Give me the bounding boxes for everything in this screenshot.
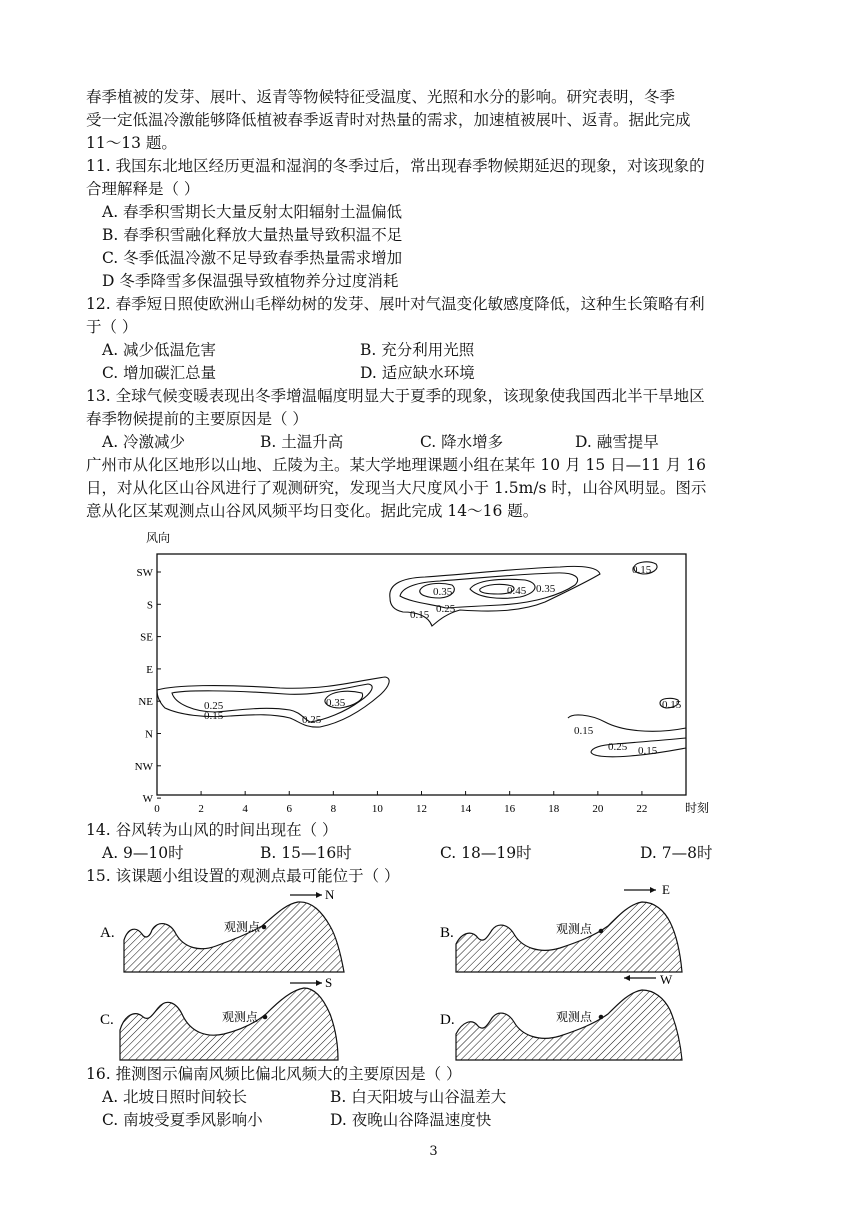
q14-stem: 14. 谷风转为山风的时间出现在（ ） [86,821,338,839]
svg-text:C.: C. [100,1012,114,1028]
q11-option-a: A. 春季积雪期长大量反射太阳辐射土温偏低 [102,203,403,221]
q11-option-b: B. 春季积雪融化释放大量热量导致积温不足 [102,226,403,244]
q16-stem: 16. 推测图示偏南风频比偏北风频大的主要原因是（ ） [86,1065,462,1083]
option-b-terrain [440,882,682,972]
contour-value-label: 0.15 [662,699,682,711]
y-tick-label: N [145,728,153,741]
contour-value-label: 0.15 [204,710,224,722]
q13-stem-line2: 春季物候提前的主要原因是（ ） [86,410,308,428]
q13-option-b: B. 土温升高 [260,433,344,451]
intro2-line1: 广州市从化区地形以山地、丘陵为主。某大学地理课题小组在某年 10 月 15 日—11 月 16 [86,456,706,474]
svg-text:观测点: 观测点 [222,1010,259,1024]
q12-option-c: C. 增加碳汇总量 [102,364,217,382]
svg-text:D.: D. [440,1012,455,1028]
contour-015-northeast [157,677,389,727]
q13-option-d: D. 融雪提早 [575,433,659,451]
q16-option-d: D. 夜晚山谷降温速度快 [330,1111,492,1129]
svg-text:W: W [660,972,673,987]
q11-stem-line1: 11. 我国东北地区经历更温和湿润的冬季过后，常出现春季物候期延迟的现象，对该现象的 [86,157,705,175]
option-c-terrain [100,975,338,1060]
svg-text:N: N [325,887,335,902]
q11-option-d: D 冬季降雪多保温强导致植物养分过度消耗 [102,272,399,290]
y-tick-label: NW [134,760,153,773]
svg-text:A.: A. [100,925,115,941]
option-d-terrain [440,972,682,1060]
x-tick-label: 22 [636,803,648,815]
contour-lines [157,562,686,757]
q13-option-a: A. 冷激减少 [102,433,186,451]
q12-option-a: A. 减少低温危害 [102,341,217,359]
y-tick-label: S [146,599,153,612]
contour-value-label: 0.15 [632,564,652,576]
intro1-line2: 受一定低温冷激能够降低植被春季返青时对热量的需求，加速植被展叶、返青。据此完成 [86,111,691,129]
y-axis-label: 风向 [146,531,171,545]
q16-option-b: B. 白天阳坡与山谷温差大 [330,1088,507,1106]
x-tick-label: 6 [286,803,292,815]
intro1-line3: 11～13 题。 [86,134,177,152]
x-tick-label: 4 [242,803,248,815]
x-axis-label: 时刻 [685,801,710,815]
x-tick-label: 20 [592,803,604,815]
contour-value-label: 0.25 [436,603,456,615]
x-tick-label: 18 [548,803,560,815]
page-number: 3 [429,1144,438,1159]
svg-text:B.: B. [440,925,454,941]
svg-text:观测点: 观测点 [556,922,593,936]
y-tick-label: SE [140,631,153,644]
x-tick-label: 12 [416,803,427,815]
y-tick-label: NE [138,696,153,709]
x-tick-label: 0 [154,803,160,815]
plot-frame [157,554,686,795]
q11-stem-line2: 合理解释是（ ） [86,180,200,198]
x-tick-label: 8 [330,803,337,815]
q16-option-a: A. 北坡日照时间较长 [102,1088,248,1106]
contour-value-label: 0.25 [302,714,322,726]
q12-stem-line2: 于（ ） [86,318,138,336]
q13-option-c: C. 降水增多 [420,433,504,451]
contour-value-label: 0.45 [507,585,527,597]
q14-option-a: A. 9—10时 [102,844,184,862]
y-tick-label: W [142,793,153,806]
option-a-terrain [100,887,344,972]
contour-value-label: 0.35 [536,583,556,595]
q15-stem: 15. 该课题小组设置的观测点最可能位于（ ） [86,867,400,885]
contour-labels [204,564,682,757]
intro2-line2: 日，对从化区山谷风进行了观测研究，发现当大尺度风小于 1.5m/s 时，山谷风明显。图示 [86,479,707,497]
x-tick-label: 14 [460,803,472,815]
svg-text:E: E [662,882,670,897]
q16-option-c: C. 南坡受夏季风影响小 [102,1111,263,1129]
contour-value-label: 0.15 [410,609,430,621]
contour-value-label: 0.15 [574,725,594,737]
svg-text:观测点: 观测点 [556,1010,593,1024]
q14-option-c: C. 18—19时 [440,844,532,862]
y-tick-label: E [146,663,153,676]
intro2-line3: 意从化区某观测点山谷风风频平均日变化。据此完成 14～16 题。 [86,502,539,520]
q12-option-d: D. 适应缺水环境 [360,364,475,382]
svg-text:S: S [325,975,333,990]
q14-option-b: B. 15—16时 [260,844,352,862]
contour-value-label: 0.15 [638,745,658,757]
intro1-line1: 春季植被的发芽、展叶、返青等物候特征受温度、光照和水分的影响。研究表明，冬季 [86,88,676,106]
x-tick-label: 16 [504,803,516,815]
q13-stem-line1: 13. 全球气候变暖表现出冬季增温幅度明显大于夏季的现象，该现象使我国西北半干旱地区 [86,387,705,405]
q15-terrain-options [0,880,867,1070]
x-tick-label: 10 [371,803,383,815]
y-tick-label: SW [136,567,153,579]
x-tick-label: 2 [198,803,204,815]
q11-option-c: C. 冬季低温冷激不足导致春季热量需求增加 [102,249,403,267]
contour-value-label: 0.25 [204,700,224,712]
q14-option-d: D. 7—8时 [640,844,713,862]
q12-stem-line1: 12. 春季短日照使欧洲山毛榉幼树的发芽、展叶对气温变化敏感度降低，这种生长策略有利 [86,295,705,313]
contour-value-label: 0.35 [326,697,346,709]
q12-option-b: B. 充分利用光照 [360,341,475,359]
contour-value-label: 0.25 [608,741,628,753]
svg-text:观测点: 观测点 [224,920,261,934]
contour-value-label: 0.35 [433,586,453,598]
